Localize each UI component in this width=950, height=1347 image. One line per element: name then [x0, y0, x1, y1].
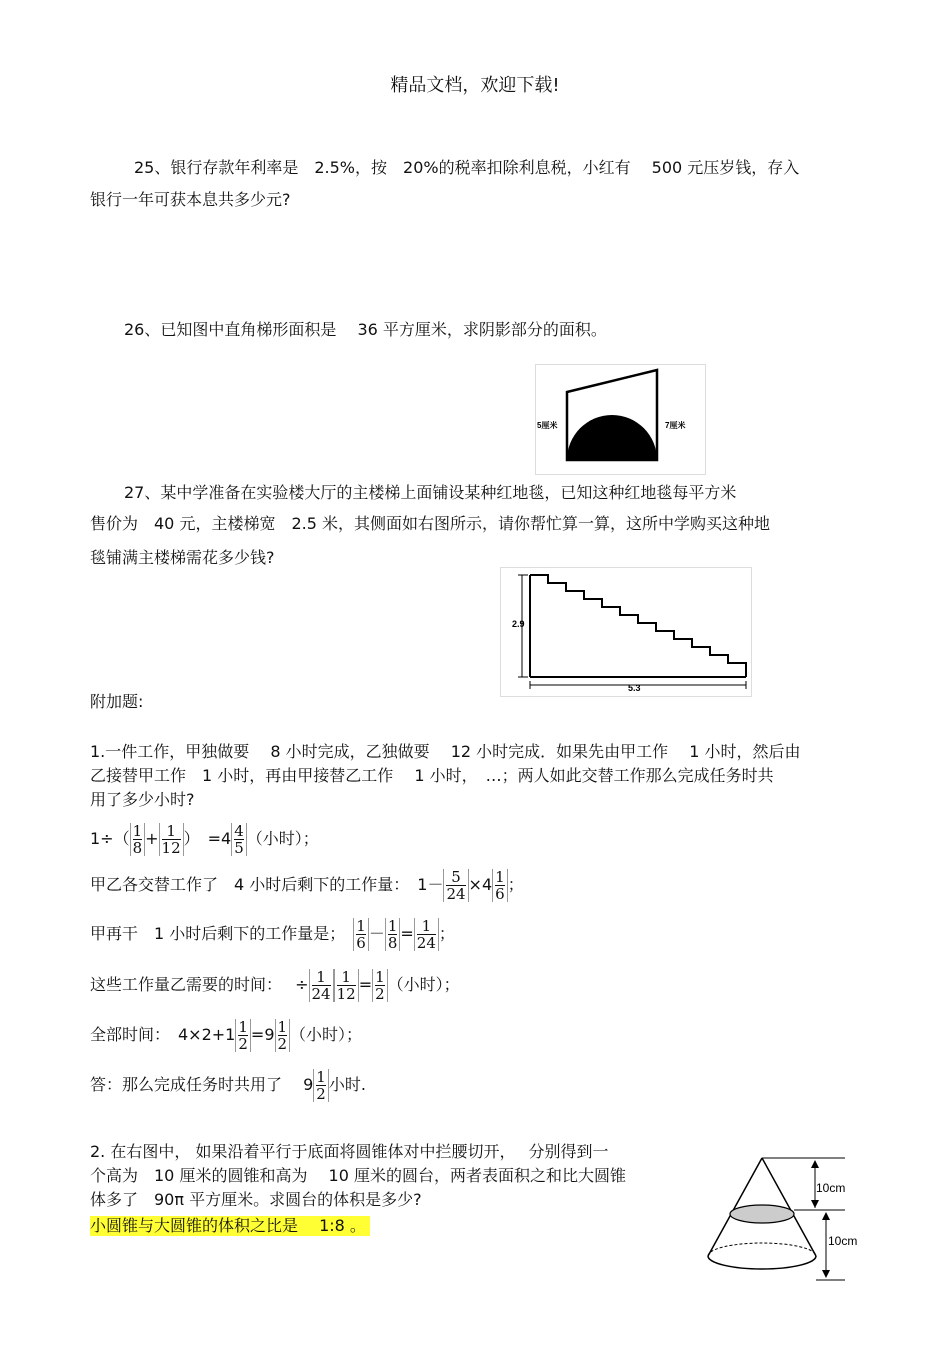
- cut-section: [730, 1205, 794, 1223]
- p1-step2: 甲乙各交替工作了 4 小时后剩下的工作量： 1－ $\frac{5}{24}$ ×4 $\frac{1}{6}$ ；: [90, 868, 524, 903]
- page-title: 精品文档，欢迎下载!: [390, 75, 560, 96]
- bottom-height-label: 10cm: [828, 1234, 858, 1248]
- cone-figure: [700, 1152, 880, 1290]
- right-height-label: 7厘米: [665, 421, 686, 430]
- q27-line2: 售价为 40 元，主楼梯宽 2.5 米，其侧面如右图所示，请你帮忙算一算，这所中学购买这种地: [90, 514, 770, 533]
- fraction: $\frac{1}{2}$: [275, 1019, 291, 1052]
- p1-step3: 甲再干 1 小时后剩下的工作量是； $\frac{1}{6}$ － $\frac{1}{8}$ = $\frac{1}{24}$ ；: [90, 917, 455, 952]
- p1-step4: 这些工作量乙需要的时间： ÷ $\frac{1}{24}$ $\frac{1}{12}$ = $\frac{1}{2}$ （小时）；: [90, 968, 460, 1003]
- p1-step5: 全部时间： 4×2+1 $\frac{1}{2}$ =9 $\frac{1}{2}$ （小时）；: [90, 1018, 363, 1053]
- p1-step1: 1÷（ $\frac{1}{8}$ + $\frac{1}{12}$ ） =4 $\frac{4}{5}$ （小时）；: [90, 822, 319, 857]
- left-height-label: 5厘米: [537, 421, 558, 430]
- fraction: $\frac{1}{8}$: [130, 823, 146, 856]
- fraction: $\frac{1}{24}$: [414, 918, 439, 951]
- fraction: $\frac{4}{5}$: [231, 823, 247, 856]
- q25-line1: 25、银行存款年利率是 2.5%，按 20%的税率扣除利息税，小红有 500 元压岁钱，存入: [134, 158, 800, 177]
- p1-line2: 乙接替甲工作 1 小时，再由甲接替乙工作 1 小时， …；两人如此交替工作那么完成任务时共: [90, 766, 774, 785]
- extra-heading: 附加题:: [90, 692, 144, 711]
- p1-line1: 1.一件工作，甲独做要 8 小时完成，乙独做要 12 小时完成．如果先由甲工作 1 小时，然后由: [90, 742, 801, 761]
- top-height-label: 10cm: [816, 1181, 846, 1195]
- fraction: $\frac{1}{8}$: [385, 918, 401, 951]
- p2-line2: 个高为 10 厘米的圆锥和高为 10 厘米的圆台，两者表面积之和比大圆锥: [90, 1166, 626, 1185]
- fraction: $\frac{1}{24}$: [309, 969, 334, 1002]
- staircase-figure: [500, 567, 752, 697]
- q26-text: 26、已知图中直角梯形面积是 36 平方厘米，求阴影部分的面积。: [124, 320, 607, 339]
- p2-line3: 体多了 90π 平方厘米。求圆台的体积是多少?: [90, 1190, 422, 1209]
- trapezoid-figure: [535, 364, 707, 476]
- fraction: $\frac{1}{2}$: [235, 1019, 251, 1052]
- q27-line1: 27、某中学准备在实验楼大厅的主楼梯上面铺设某种红地毯，已知这种红地毯每平方米: [124, 483, 737, 502]
- p2-line1: 2. 在右图中， 如果沿着平行于底面将圆锥体对中拦腰切开， 分别得到一: [90, 1142, 609, 1161]
- stair-height-label: 2.9: [512, 619, 525, 629]
- stair-width-label: 5.3: [628, 683, 641, 693]
- p1-answer: 答：那么完成任务时共用了 9 $\frac{1}{2}$ 小时.: [90, 1068, 366, 1103]
- p1-line3: 用了多少小时?: [90, 790, 195, 809]
- fraction: $\frac{1}{6}$: [353, 918, 369, 951]
- fraction: $\frac{1}{12}$: [159, 823, 184, 856]
- fraction: $\frac{1}{12}$: [334, 969, 359, 1002]
- p2-highlight: 小圆锥与大圆锥的体积之比是 1:8 。: [90, 1216, 370, 1236]
- q25-line2: 银行一年可获本息共多少元?: [90, 190, 291, 209]
- shaded-semicircle: [567, 415, 657, 460]
- fraction: $\frac{1}{6}$: [492, 869, 508, 902]
- fraction: $\frac{5}{24}$: [443, 869, 468, 902]
- q27-line3: 毯铺满主楼梯需花多少钱?: [90, 548, 275, 567]
- step1-pre: 1÷（: [90, 829, 130, 848]
- fraction: $\frac{1}{2}$: [372, 969, 388, 1002]
- fraction: $\frac{1}{2}$: [313, 1069, 329, 1102]
